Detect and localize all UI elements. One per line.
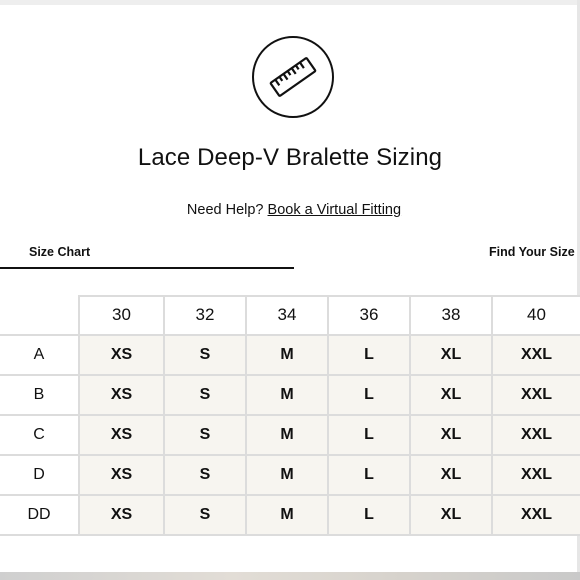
size-cell: S <box>165 335 245 375</box>
size-cell: S <box>165 495 245 535</box>
size-cell: XS <box>80 415 163 455</box>
band-size-header: 34 <box>247 295 327 335</box>
size-cell: S <box>165 375 245 415</box>
band-size-header: 32 <box>165 295 245 335</box>
grid-line <box>0 494 580 496</box>
size-cell: M <box>247 335 327 375</box>
size-cell: XXL <box>493 495 580 535</box>
size-cell: M <box>247 455 327 495</box>
size-chart-table <box>0 295 580 536</box>
cup-size-label: C <box>33 426 45 443</box>
size-cell: XL <box>411 375 491 415</box>
help-prefix: Need Help? <box>186 202 264 218</box>
size-cell: XL <box>411 335 491 375</box>
size-cell: XS <box>80 335 163 375</box>
grid-line <box>0 534 580 536</box>
cup-size-label: DD <box>27 506 51 523</box>
size-cell: XXL <box>493 455 580 495</box>
size-cell: XL <box>411 455 491 495</box>
book-virtual-fitting-link[interactable]: Book a Virtual Fitting <box>267 202 402 218</box>
size-cell: S <box>165 455 245 495</box>
band-size-header: 40 <box>493 295 580 335</box>
grid-line <box>0 454 580 456</box>
ruler-icon <box>252 36 334 118</box>
help-line <box>0 202 580 218</box>
size-cell: XL <box>411 415 491 455</box>
active-tab-indicator <box>0 267 294 269</box>
grid-line <box>0 414 580 416</box>
size-cell: XL <box>411 495 491 535</box>
size-cell: XS <box>80 375 163 415</box>
cup-size-label: D <box>33 466 45 483</box>
tab-size-chart[interactable]: Size Chart <box>29 245 91 259</box>
page-title: Lace Deep-V Bralette Sizing <box>137 144 443 171</box>
cup-size-label: A <box>33 346 45 363</box>
size-cell: XXL <box>493 335 580 375</box>
size-cell: M <box>247 375 327 415</box>
size-cell: XS <box>80 455 163 495</box>
size-cell: L <box>329 375 409 415</box>
size-cell: L <box>329 495 409 535</box>
band-size-header: 30 <box>80 295 163 335</box>
band-size-header: 38 <box>411 295 491 335</box>
size-cell: L <box>329 455 409 495</box>
size-cell: L <box>329 335 409 375</box>
size-cell: XXL <box>493 375 580 415</box>
grid-line <box>0 374 580 376</box>
grid-line <box>0 334 580 336</box>
size-cell: XS <box>80 495 163 535</box>
cup-size-label: B <box>33 386 45 403</box>
size-cell: M <box>247 495 327 535</box>
tab-find-your-size[interactable]: Find Your Size <box>489 245 575 259</box>
grid-line <box>78 295 580 297</box>
band-size-header: 36 <box>329 295 409 335</box>
size-cell: M <box>247 415 327 455</box>
page-background-strip <box>0 572 580 580</box>
size-cell: S <box>165 415 245 455</box>
top-divider <box>0 0 580 5</box>
size-cell: XXL <box>493 415 580 455</box>
size-cell: L <box>329 415 409 455</box>
